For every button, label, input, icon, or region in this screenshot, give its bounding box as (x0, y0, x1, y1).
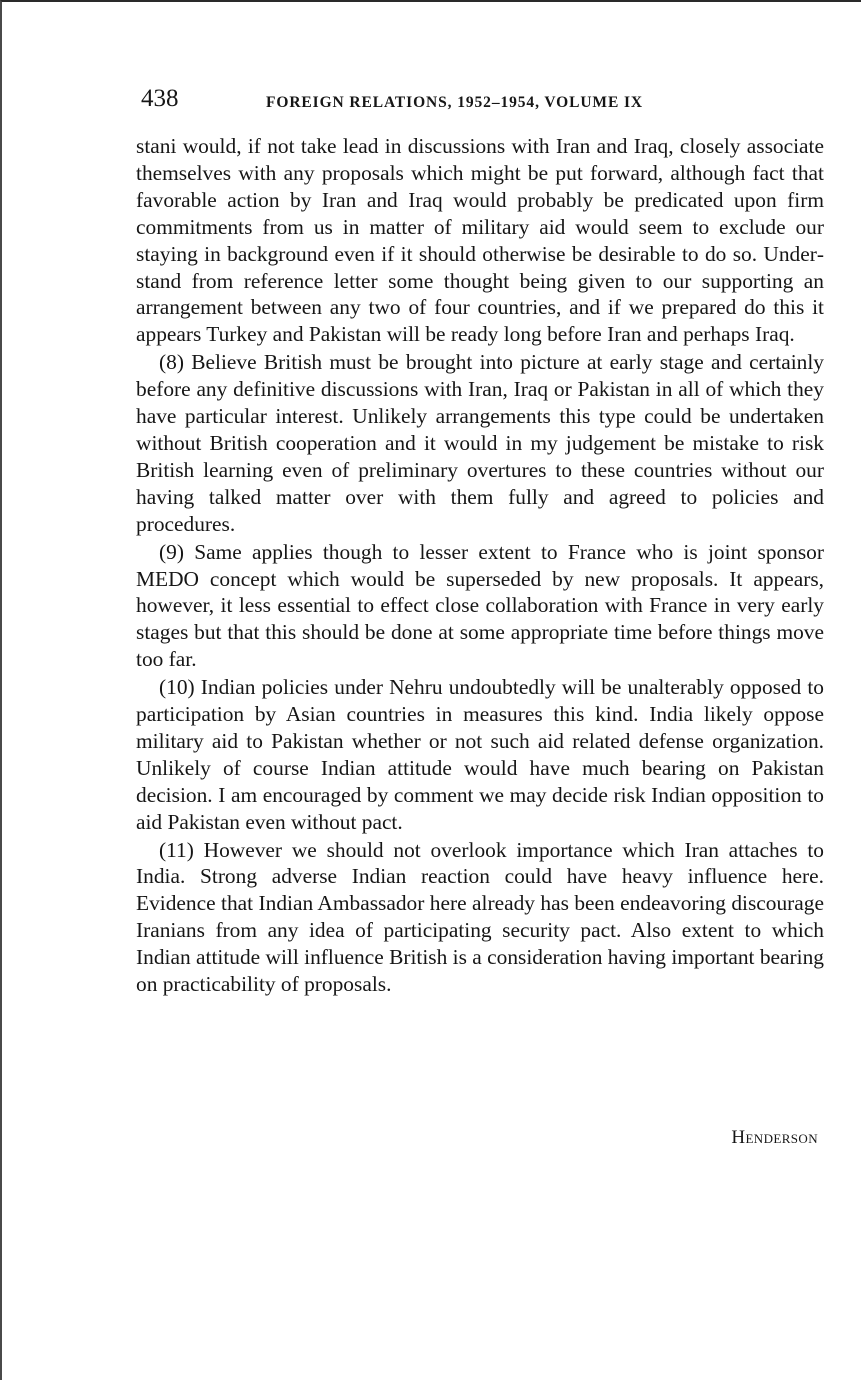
running-head: FOREIGN RELATIONS, 1952–1954, VOLUME IX (266, 94, 643, 111)
paragraph-9: (9) Same applies though to lesser extent to France who is joint sponsor MEDO concept which would be superseded by new proposals. It appears, however, it less essential to effect close collaboration with France in very early stages but that this should be done at some appropriate time before things move too far. (136, 539, 824, 672)
page-header (141, 84, 831, 114)
paragraph-11: (11) However we should not overlook importance which Iran attaches to India. Strong adverse Indian reaction could have heavy influence here. Evidence that Indian Ambassador here already has been endeavoring discourage Iranians from any idea of participating security pact. Also extent to which Indian attitude will influence British is a consideration having important bearing on practicability of proposals. (136, 837, 824, 997)
paragraph-continuation: stani would, if not take lead in discussions with Iran and Iraq, closely associate themselves with any proposals which might be put forward, although fact that favorable action by Iran and Iraq would probably be predicated upon firm commitments from us in matter of military aid would seem to exclude our staying in background even if it should otherwise be desirable to do so. Understand from reference letter some thought being given to our supporting an arrangement between any two of four countries, and if we prepared do this it appears Turkey and Pakistan will be ready long before Iran and perhaps Iraq. (136, 134, 824, 347)
paragraph-10: (10) Indian policies under Nehru undoubtedly will be unalterably opposed to participation by Asian countries in measures this kind. India likely oppose military aid to Pakistan whether or not such aid related defense organization. Unlikely of course Indian attitude would have much bearing on Pakistan decision. I am encouraged by comment we may decide risk Indian opposition to aid Pakistan even without pact. (136, 675, 824, 834)
document-body (136, 133, 824, 999)
signature: Henderson (731, 1127, 818, 1148)
page-number: 438 (141, 85, 179, 112)
paragraph-8: (8) Believe British must be brought into picture at early stage and certainly before any definitive discussions with Iran, Iraq or Pakistan in all of which they have particular interest. Unlikely arrangements this type could be undertaken without British cooperation and it would in my judgement be mistake to risk British learning even of preliminary overtures to these countries without our having talked matter over with them fully and agreed to policies and procedures. (136, 350, 824, 536)
